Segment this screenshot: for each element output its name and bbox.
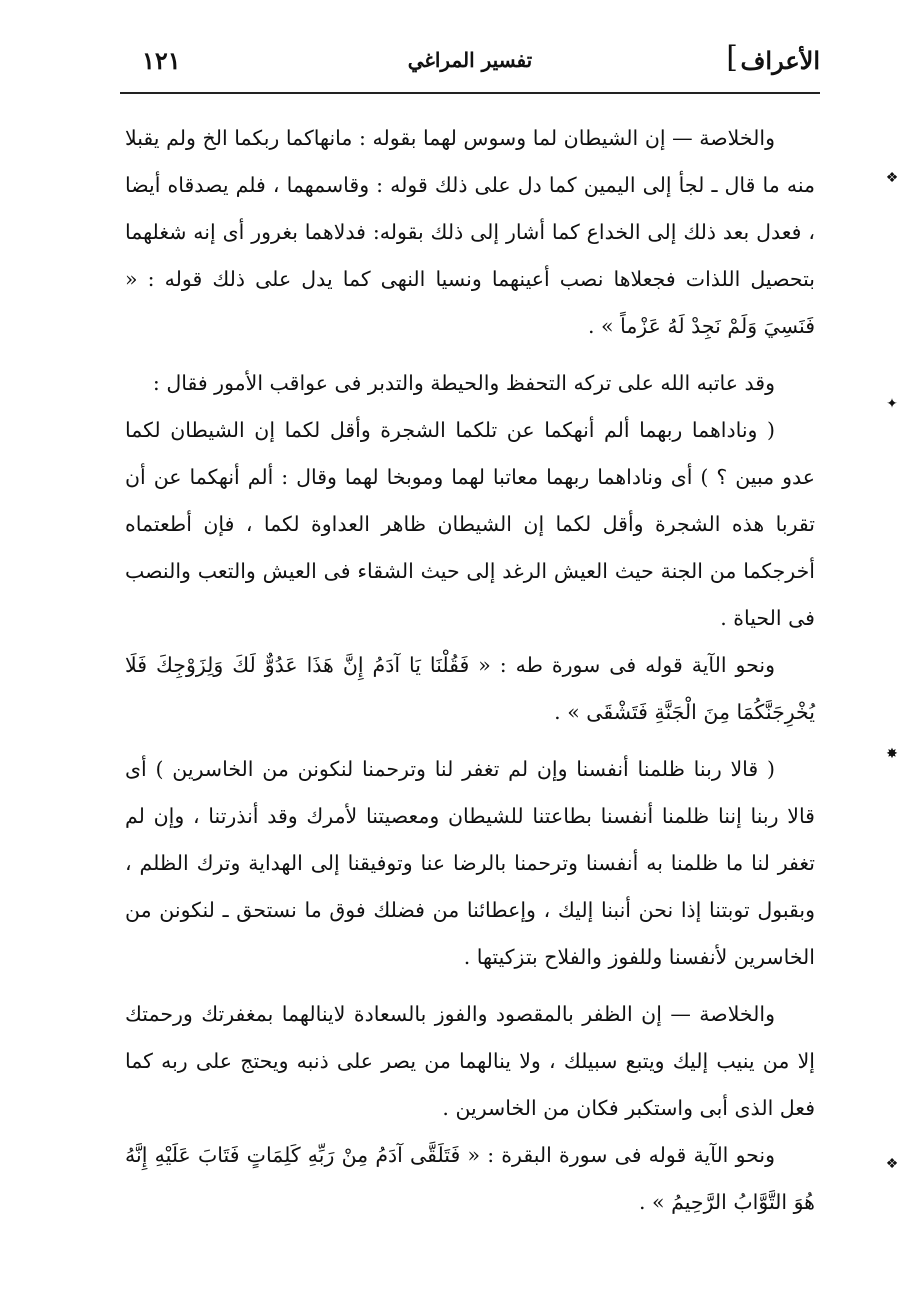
paragraph <box>125 360 815 407</box>
margin-ornament-icon: ✸ <box>886 746 898 762</box>
paragraph-text: ونحو الآية قوله فى سورة طه : « فَقُلْنَا يَا آدَمُ إِنَّ هَذَا عَدُوٌّ لَكَ وَلِزَوْجِكَ فَلَا يُخْرِجَنَّكُمَا مِنَ الْجَنَّةِ فَتَشْقَى » . <box>125 653 815 724</box>
paragraph-text: ( قالا ربنا ظلمنا أنفسنا وإن لم تغفر لنا وترحمنا لنكونن من الخاسرين ) أى قالا ربنا إننا ظلمنا أنفسنا بطاعتنا للشيطان ومعصيتنا لأمرك وقد أنذرتنا ، وإن لم تغفر لنا ما ظلمنا به أنفسنا وترحمنا بالرضا عنا وتوفيقنا إلى الهداية وترك الظلم ، وبقبول توبتنا إذا نحن أنبنا إليك ، وإعطائنا من فضلك فوق ما نستحق ـ لنكونن من الخاسرين لأنفسنا وللفوز والفلاح بتزكيتها . <box>125 757 815 969</box>
page-number: ١٢١ <box>142 46 181 75</box>
paragraph <box>125 642 815 736</box>
paragraph-text: ونحو الآية قوله فى سورة البقرة : « فَتَلَقَّى آدَمُ مِنْ رَبِّهِ كَلِمَاتٍ فَتَابَ عَلَيْهِ إِنَّهُ هُوَ التَّوَّابُ الرَّحِيمُ » . <box>125 1143 815 1214</box>
paragraph <box>125 991 815 1132</box>
paragraph-text: وقد عاتبه الله على تركه التحفظ والحيطة والتدبر فى عواقب الأمور فقال : <box>152 371 775 395</box>
paragraph <box>125 1132 815 1226</box>
paragraph <box>125 746 815 981</box>
page-header <box>120 40 820 90</box>
surah-name: الأعراف <box>740 46 820 75</box>
paragraph-text: والخلاصة — إن الظفر بالمقصود والفوز بالسعادة لاينالهما بمغفرتك ورحمتك إلا من ينيب إليك ويتبع سبيلك ، ولا ينالهما من يصر على ذنبه ويحتج على ربه كما فعل الذى أبى واستكبر فكان من الخاسرين . <box>125 1002 815 1120</box>
book-title: تفسير المراغي <box>407 48 533 72</box>
margin-ornament-icon: ❖ <box>885 170 899 186</box>
paragraph <box>125 407 815 642</box>
margin-ornament-icon: ❖ <box>885 1156 899 1172</box>
paragraph-text: ( وناداهما ربهما ألم أنهكما عن تلكما الشجرة وأقل لكما إن الشيطان لكما عدو مبين ؟ ) أى وناداهما ربهما معاتبا لهما وموبخا لهما وقال : ألم أنهكما عن أن تقربا هذه الشجرة وأقل لكما إن الشيطان ظاهر العداوة لكما ، فإن أطعتماه أخرجكما من الجنة حيث العيش الرغد إلى حيث الشقاء فى العيش والتعب والنصب فى الحياة . <box>125 418 815 630</box>
header-rule <box>120 92 820 94</box>
header-bracket: ] <box>726 40 738 75</box>
main-text <box>125 115 815 1226</box>
paragraph <box>125 115 815 350</box>
paragraph-text: والخلاصة — إن الشيطان لما وسوس لهما بقوله : مانهاكما ربكما الخ ولم يقبلا منه ما قال ـ لجأ إلى اليمين كما دل على ذلك قوله : وقاسمهما ، فلم يصدقاه أيضا ، فعدل بعد ذلك إلى الخداع كما أشار إلى ذلك بقوله: فدلاهما بغرور أى إنه شغلهما بتحصيل اللذات فجعلاها نصب أعينهما ونسيا النهى كما يدل على ذلك قوله : « فَنَسِيَ وَلَمْ نَجِدْ لَهُ عَزْماً » . <box>125 126 815 338</box>
margin-ornament-icon: ✦ <box>886 396 898 412</box>
